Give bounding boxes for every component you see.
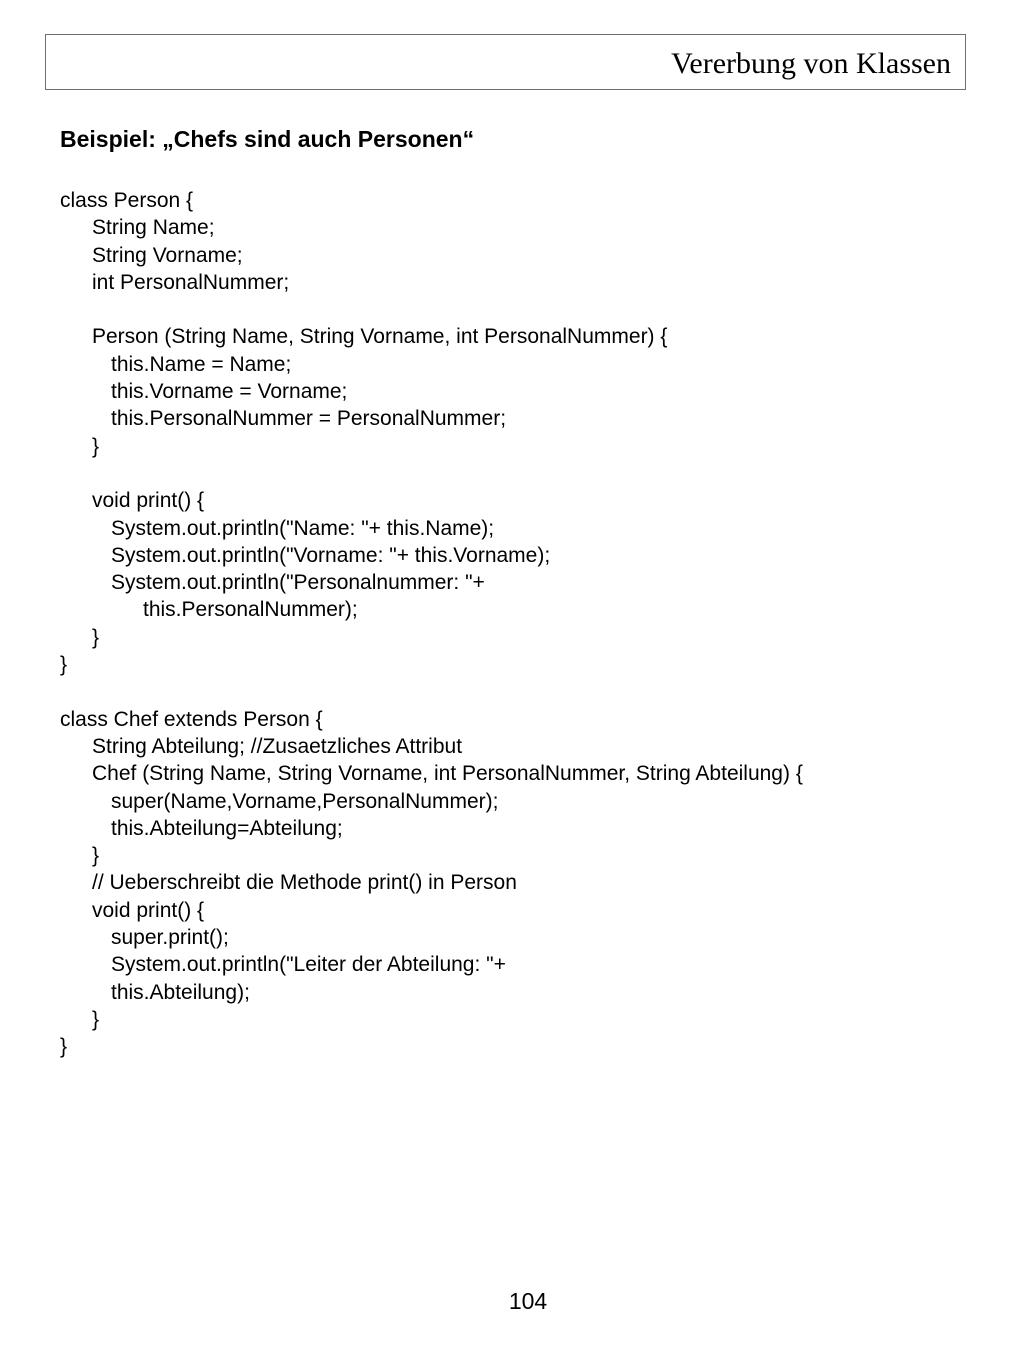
- code-line: }: [60, 653, 68, 677]
- code-line: [60, 460, 803, 487]
- code-line: [60, 678, 803, 705]
- code-line: }: [92, 1007, 100, 1031]
- code-line: Person (String Name, String Vorname, int PersonalNummer) {: [92, 325, 668, 349]
- code-block: [60, 187, 803, 1061]
- code-line: System.out.println("Personalnummer: "+: [111, 571, 485, 595]
- code-line: System.out.println("Leiter der Abteilung: "+: [111, 953, 506, 977]
- code-line: Chef (String Name, String Vorname, int PersonalNummer, String Abteilung) {: [92, 762, 803, 786]
- code-line: String Abteilung; //Zusaetzliches Attribut: [92, 734, 463, 758]
- code-line: String Vorname;: [92, 243, 243, 267]
- example-heading: Beispiel: „Chefs sind auch Personen“: [60, 126, 475, 152]
- code-line: this.Name = Name;: [111, 352, 292, 376]
- code-line: class Person {: [60, 189, 194, 212]
- code-line: super(Name,Vorname,PersonalNummer);: [111, 789, 499, 813]
- code-line: class Chef extends Person {: [60, 707, 323, 731]
- code-line: this.Abteilung);: [111, 980, 250, 1004]
- code-line: this.Vorname = Vorname;: [111, 380, 348, 404]
- code-line: }: [92, 625, 100, 649]
- code-line: System.out.println("Vorname: "+ this.Vorname);: [111, 543, 551, 567]
- code-line: }: [60, 1035, 68, 1059]
- code-line: this.PersonalNummer);: [143, 598, 358, 622]
- page-title: Vererbung von Klassen: [671, 47, 951, 80]
- code-line: super.print();: [111, 926, 229, 950]
- code-line: void print() {: [92, 489, 205, 513]
- code-line: String Name;: [92, 216, 215, 240]
- page-number: 104: [508, 1288, 548, 1314]
- code-line: // Ueberschreibt die Methode print() in Person: [92, 871, 517, 895]
- code-line: System.out.println("Name: "+ this.Name);: [111, 516, 495, 540]
- code-line: void print() {: [92, 898, 205, 922]
- code-line: [60, 296, 803, 323]
- code-line: }: [92, 434, 100, 458]
- code-line: }: [92, 844, 100, 868]
- code-line: this.Abteilung=Abteilung;: [111, 816, 343, 840]
- page-header-box: [45, 34, 966, 90]
- code-line: int PersonalNummer;: [92, 270, 290, 294]
- code-line: this.PersonalNummer = PersonalNummer;: [111, 407, 507, 431]
